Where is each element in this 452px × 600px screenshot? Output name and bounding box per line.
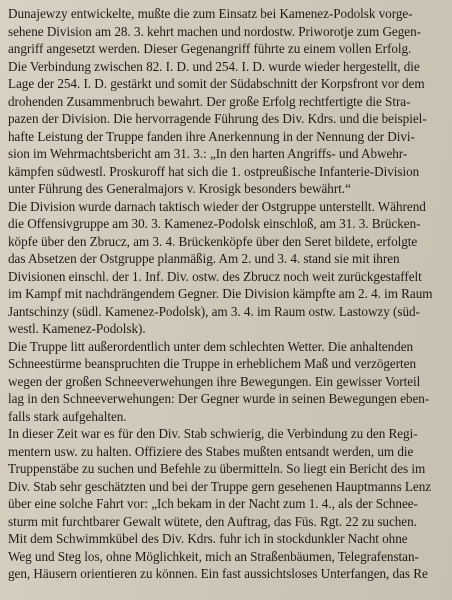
body-text [8, 5, 450, 583]
text-line: köpfe über den Zbrucz, am 3. 4. Brückenköpfe über den Seret bildete, erfolgte [8, 233, 418, 249]
text-line: drohenden Zusammenbruch bewahrt. Der große Erfolg rechtfertigte die Stra- [8, 93, 411, 109]
text-line: gen, Häusern orientieren zu können. Ein fast aussichtsloses Unterfangen, das Re [8, 566, 428, 581]
text-line: Div. Stab sehr geschätzten und bei der Truppe gern gesehenen Hauptmanns Lenz [8, 478, 432, 494]
text-line: Jantschinzy (südl. Kamenez-Podolsk), am 3. 4. im Raum ostw. Lastowzy (süd- [8, 303, 420, 319]
text-line: sturm mit furchtbarer Gewalt wütete, den Auftrag, das Füs. Rgt. 22 zu suchen. [8, 513, 417, 529]
text-line: Dunajewzy entwickelte, mußte die zum Einsatz bei Kamenez-Podolsk vorge- [8, 6, 413, 21]
text-line: das Absetzen der Ostgruppe planmäßig. Am 2. und 3. 4. stand sie mit ihren [8, 251, 400, 266]
text-line: Die Truppe litt außerordentlich unter dem schlechten Wetter. Die anhaltenden [8, 338, 414, 354]
text-line: sion im Wehrmachtsbericht am 31. 3.: „In den harten Angriffs- und Abwehr- [8, 146, 408, 161]
text-line: mentern usw. zu halten. Offiziere des Stabes mußten entsandt werden, um die [8, 443, 414, 459]
text-line: über eine solche Fahrt vor: „Ich bekam in der Nacht zum 1. 4., als der Schnee- [8, 496, 418, 511]
text-line: wegen der großen Schneeverwehungen ihre Bewegungen. Ein gewisser Vorteil [8, 373, 421, 389]
text-line: sehene Division am 28. 3. kehrt machen und nordostw. Priworotje zum Gegen- [8, 23, 421, 39]
text-line: Weg und Steg los, ohne Möglichkeit, mich an Straßenbäumen, Telegrafenstan- [8, 548, 419, 564]
text-line: pazen der Division. Die hervorragende Führung des Div. Kdrs. und die beispiel- [8, 111, 427, 126]
text-line: Lage der 254. I. D. gestärkt und somit der Südabschnitt der Korpsfront vor dem [8, 76, 425, 91]
text-line: falls stark aufgehalten. [8, 408, 127, 424]
text-line: Die Division wurde darnach taktisch wieder der Ostgruppe unterstellt. Während [8, 198, 426, 214]
text-line: Die Verbindung zwischen 82. I. D. und 254. I. D. wurde wieder hergestellt, die [8, 58, 420, 74]
text-line: Schneestürme beanspruchten die Truppe in erheblichem Maß und verzögerten [8, 356, 417, 371]
text-line: Truppenstäbe zu suchen und Befehle zu übermitteln. So liegt ein Bericht des im [8, 461, 426, 476]
text-line: westl. Kamenez-Podolsk). [8, 321, 146, 336]
paragraph [8, 198, 450, 338]
text-line: Divisionen einschl. der 1. Inf. Div. ostw. des Zbrucz noch weit zurückgestaffelt [8, 268, 422, 284]
paragraph [8, 425, 450, 583]
text-line: In dieser Zeit war es für den Div. Stab schwierig, die Verbindung zu den Regi- [8, 426, 418, 441]
text-line: hafte Leistung der Truppe fanden ihre Anerkennung in der Nennung der Divi- [8, 128, 415, 144]
text-line: Mit dem Schwimmkübel des Div. Kdrs. fuhr ich in stockdunkler Nacht ohne [8, 531, 408, 546]
paragraph [8, 5, 450, 198]
text-line: im Kampf mit nachdrängendem Gegner. Die Division kämpfte am 2. 4. im Raum [8, 286, 433, 301]
text-line: angriff angesetzt werden. Dieser Gegenangriff führte zu einem vollen Erfolg. [8, 41, 412, 56]
text-line: die Offensivgruppe am 30. 3. Kamenez-Podolsk einschloß, am 31. 3. Brücken- [8, 216, 421, 231]
text-line: kämpfen südwestl. Proskuroff hat sich die 1. ostpreußische Infanterie-Division [8, 163, 420, 179]
text-line: unter Führung des Generalmajors v. Krosigk besonders bewährt.“ [8, 181, 351, 196]
text-line: lag in den Schneeverwehungen: Der Gegner wurde in seinen Bewegungen eben- [8, 391, 430, 406]
paragraph [8, 338, 450, 426]
